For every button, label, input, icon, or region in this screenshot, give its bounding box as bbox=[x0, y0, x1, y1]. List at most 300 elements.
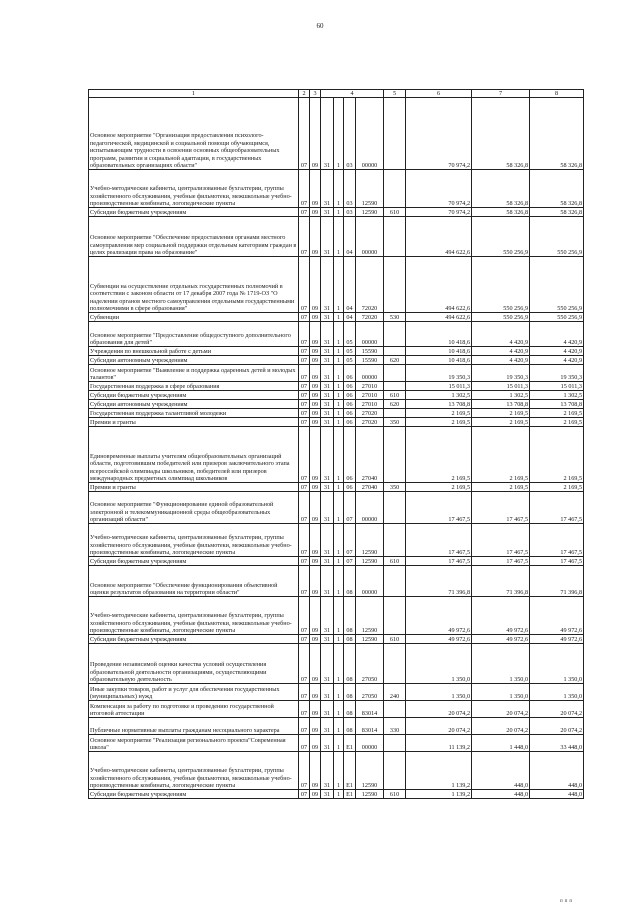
row-name: Единовременные выплаты учителям общеобразовательных организаций области, подготовившим победителей или призеров заключительного этапа всероссийской олимпиады школьников, победителей или призеров международных предметных олимпиад школьников bbox=[89, 427, 299, 483]
amount-year-1: 2 169,5 bbox=[406, 483, 472, 492]
program-code: 31 bbox=[321, 257, 334, 313]
subsection-code: 09 bbox=[310, 347, 321, 356]
section-code: 07 bbox=[299, 217, 310, 257]
program-code: 31 bbox=[321, 313, 334, 322]
amount-year-2: 550 256,9 bbox=[472, 257, 530, 313]
table-row bbox=[89, 322, 584, 347]
expense-type-code bbox=[384, 365, 406, 382]
expense-type-code: 350 bbox=[384, 483, 406, 492]
row-name: Государственная поддержка талантливой молодежи bbox=[89, 409, 299, 418]
page-number: 60 bbox=[316, 22, 324, 30]
table-row bbox=[89, 597, 584, 635]
table-row bbox=[89, 347, 584, 356]
program-code: 31 bbox=[321, 483, 334, 492]
expense-type-code bbox=[384, 644, 406, 684]
subprogram-code: 1 bbox=[334, 684, 344, 701]
table-row bbox=[89, 483, 584, 492]
amount-year-2: 49 972,6 bbox=[472, 597, 530, 635]
amount-year-2: 71 396,8 bbox=[472, 566, 530, 597]
expense-type-code bbox=[384, 347, 406, 356]
program-code: 31 bbox=[321, 217, 334, 257]
section-code: 07 bbox=[299, 391, 310, 400]
row-name: Основное мероприятие "Обеспечение функционирования объективной оценки результатов образования на территории области" bbox=[89, 566, 299, 597]
subsection-code: 09 bbox=[310, 418, 321, 427]
amount-year-1: 1 350,0 bbox=[406, 684, 472, 701]
amount-year-3: 20 074,2 bbox=[530, 701, 584, 718]
subsection-code: 09 bbox=[310, 597, 321, 635]
event-code: 06 bbox=[344, 427, 356, 483]
direction-code: 27010 bbox=[356, 391, 384, 400]
header-cell: 1 bbox=[89, 90, 299, 98]
amount-year-3: 4 420,9 bbox=[530, 356, 584, 365]
section-code: 07 bbox=[299, 418, 310, 427]
subsection-code: 09 bbox=[310, 718, 321, 735]
expense-type-code: 610 bbox=[384, 391, 406, 400]
program-code: 31 bbox=[321, 635, 334, 644]
subsection-code: 09 bbox=[310, 365, 321, 382]
amount-year-1: 71 396,8 bbox=[406, 566, 472, 597]
row-name: Субсидии автономным учреждениям bbox=[89, 356, 299, 365]
event-code: 06 bbox=[344, 400, 356, 409]
event-code: 06 bbox=[344, 365, 356, 382]
subprogram-code: 1 bbox=[334, 365, 344, 382]
amount-year-1: 17 467,5 bbox=[406, 557, 472, 566]
direction-code: 83014 bbox=[356, 701, 384, 718]
program-code: 31 bbox=[321, 347, 334, 356]
event-code: Е1 bbox=[344, 752, 356, 790]
subsection-code: 09 bbox=[310, 356, 321, 365]
amount-year-3: 2 169,5 bbox=[530, 427, 584, 483]
program-code: 31 bbox=[321, 524, 334, 557]
amount-year-1: 1 139,2 bbox=[406, 790, 472, 799]
program-code: 31 bbox=[321, 98, 334, 170]
program-code: 31 bbox=[321, 382, 334, 391]
event-code: 06 bbox=[344, 418, 356, 427]
amount-year-1: 17 467,5 bbox=[406, 524, 472, 557]
program-code: 31 bbox=[321, 684, 334, 701]
expense-type-code bbox=[384, 752, 406, 790]
subprogram-code: 1 bbox=[334, 566, 344, 597]
amount-year-3: 1 350,0 bbox=[530, 684, 584, 701]
row-name: Учреждения по внешкольной работе с детьми bbox=[89, 347, 299, 356]
expense-type-code: 240 bbox=[384, 684, 406, 701]
subsection-code: 09 bbox=[310, 427, 321, 483]
amount-year-3: 15 011,3 bbox=[530, 382, 584, 391]
section-code: 07 bbox=[299, 684, 310, 701]
table-row bbox=[89, 684, 584, 701]
amount-year-2: 1 448,0 bbox=[472, 735, 530, 752]
amount-year-1: 49 972,6 bbox=[406, 635, 472, 644]
subprogram-code: 1 bbox=[334, 313, 344, 322]
row-name: Премии и гранты bbox=[89, 418, 299, 427]
subprogram-code: 1 bbox=[334, 790, 344, 799]
table-row bbox=[89, 427, 584, 483]
amount-year-2: 448,0 bbox=[472, 790, 530, 799]
subprogram-code: 1 bbox=[334, 427, 344, 483]
amount-year-3: 17 467,5 bbox=[530, 557, 584, 566]
direction-code: 00000 bbox=[356, 365, 384, 382]
row-name: Учебно-методические кабинеты, централизованные бухгалтерии, группы хозяйственного обслуживания, учебные фильмотеки, межшкольные учебно-производственные комбинаты, логопедические пункты bbox=[89, 752, 299, 790]
expense-type-code bbox=[384, 597, 406, 635]
row-name: Иные закупки товаров, работ и услуг для обеспечения государственных (муниципальных) нужд bbox=[89, 684, 299, 701]
subprogram-code: 1 bbox=[334, 391, 344, 400]
subsection-code: 09 bbox=[310, 566, 321, 597]
direction-code: 27010 bbox=[356, 382, 384, 391]
subprogram-code: 1 bbox=[334, 382, 344, 391]
direction-code: 27020 bbox=[356, 418, 384, 427]
amount-year-3: 17 467,5 bbox=[530, 492, 584, 524]
amount-year-2: 448,0 bbox=[472, 752, 530, 790]
subsection-code: 09 bbox=[310, 382, 321, 391]
section-code: 07 bbox=[299, 635, 310, 644]
row-name: Субвенции bbox=[89, 313, 299, 322]
subprogram-code: 1 bbox=[334, 718, 344, 735]
amount-year-2: 4 420,9 bbox=[472, 347, 530, 356]
amount-year-3: 49 972,6 bbox=[530, 597, 584, 635]
event-code: 05 bbox=[344, 322, 356, 347]
row-name: Компенсация за работу по подготовке и проведению государственной итоговой аттестации bbox=[89, 701, 299, 718]
expense-type-code: 610 bbox=[384, 557, 406, 566]
program-code: 31 bbox=[321, 418, 334, 427]
amount-year-3: 550 256,9 bbox=[530, 313, 584, 322]
table-row bbox=[89, 701, 584, 718]
direction-code: 27050 bbox=[356, 684, 384, 701]
program-code: 31 bbox=[321, 718, 334, 735]
amount-year-3: 33 448,0 bbox=[530, 735, 584, 752]
section-code: 07 bbox=[299, 208, 310, 217]
table-row bbox=[89, 790, 584, 799]
amount-year-1: 1 302,5 bbox=[406, 391, 472, 400]
expense-type-code: 610 bbox=[384, 635, 406, 644]
expense-type-code bbox=[384, 98, 406, 170]
program-code: 31 bbox=[321, 557, 334, 566]
amount-year-1: 70 974,2 bbox=[406, 170, 472, 208]
table-row bbox=[89, 752, 584, 790]
amount-year-3: 58 326,8 bbox=[530, 98, 584, 170]
amount-year-3: 13 708,8 bbox=[530, 400, 584, 409]
expense-type-code: 610 bbox=[384, 208, 406, 217]
subprogram-code: 1 bbox=[334, 347, 344, 356]
direction-code: 00000 bbox=[356, 735, 384, 752]
row-name: Субсидии автономным учреждениям bbox=[89, 400, 299, 409]
direction-code: 00000 bbox=[356, 322, 384, 347]
expense-type-code bbox=[384, 257, 406, 313]
table-row bbox=[89, 409, 584, 418]
table-row bbox=[89, 382, 584, 391]
section-code: 07 bbox=[299, 718, 310, 735]
subprogram-code: 1 bbox=[334, 635, 344, 644]
event-code: 04 bbox=[344, 313, 356, 322]
row-name: Основное мероприятие "Обеспечение предоставления органами местного самоуправления мер социальной поддержки отдельным категориям граждан в целях реализации права на образование" bbox=[89, 217, 299, 257]
table-row bbox=[89, 718, 584, 735]
table-row bbox=[89, 356, 584, 365]
program-code: 31 bbox=[321, 356, 334, 365]
subprogram-code: 1 bbox=[334, 735, 344, 752]
subprogram-code: 1 bbox=[334, 322, 344, 347]
subsection-code: 09 bbox=[310, 752, 321, 790]
section-code: 07 bbox=[299, 701, 310, 718]
header-cell: 4 bbox=[321, 90, 384, 98]
direction-code: 12590 bbox=[356, 597, 384, 635]
direction-code: 15590 bbox=[356, 347, 384, 356]
amount-year-1: 1 350,0 bbox=[406, 644, 472, 684]
amount-year-2: 4 420,9 bbox=[472, 356, 530, 365]
header-cell: 2 bbox=[299, 90, 310, 98]
amount-year-3: 550 256,9 bbox=[530, 217, 584, 257]
budget-table bbox=[88, 89, 584, 799]
direction-code: 15590 bbox=[356, 356, 384, 365]
expense-type-code bbox=[384, 409, 406, 418]
amount-year-1: 10 418,6 bbox=[406, 322, 472, 347]
event-code: 06 bbox=[344, 382, 356, 391]
direction-code: 72020 bbox=[356, 313, 384, 322]
amount-year-1: 494 622,6 bbox=[406, 217, 472, 257]
direction-code: 27040 bbox=[356, 483, 384, 492]
row-name: Учебно-методические кабинеты, централизованные бухгалтерии, группы хозяйственного обслуживания, учебные фильмотеки, межшкольные учебно-производственные комбинаты, логопедические пункты bbox=[89, 170, 299, 208]
event-code: 07 bbox=[344, 524, 356, 557]
subprogram-code: 1 bbox=[334, 208, 344, 217]
subsection-code: 09 bbox=[310, 170, 321, 208]
subprogram-code: 1 bbox=[334, 356, 344, 365]
row-name: Субсидии бюджетным учреждениям bbox=[89, 391, 299, 400]
subprogram-code: 1 bbox=[334, 409, 344, 418]
amount-year-3: 550 256,9 bbox=[530, 257, 584, 313]
amount-year-2: 17 467,5 bbox=[472, 557, 530, 566]
amount-year-2: 2 169,5 bbox=[472, 409, 530, 418]
direction-code: 12590 bbox=[356, 752, 384, 790]
event-code: Е1 bbox=[344, 735, 356, 752]
row-name: Субсидии бюджетным учреждениям bbox=[89, 790, 299, 799]
subsection-code: 09 bbox=[310, 701, 321, 718]
section-code: 07 bbox=[299, 524, 310, 557]
event-code: 08 bbox=[344, 718, 356, 735]
amount-year-1: 2 169,5 bbox=[406, 409, 472, 418]
table-row bbox=[89, 492, 584, 524]
subsection-code: 09 bbox=[310, 644, 321, 684]
amount-year-1: 15 011,3 bbox=[406, 382, 472, 391]
table-row bbox=[89, 208, 584, 217]
program-code: 31 bbox=[321, 752, 334, 790]
amount-year-2: 1 350,0 bbox=[472, 644, 530, 684]
section-code: 07 bbox=[299, 597, 310, 635]
section-code: 07 bbox=[299, 382, 310, 391]
direction-code: 12590 bbox=[356, 208, 384, 217]
header-cell: 7 bbox=[472, 90, 530, 98]
subprogram-code: 1 bbox=[334, 557, 344, 566]
direction-code: 12590 bbox=[356, 524, 384, 557]
program-code: 31 bbox=[321, 365, 334, 382]
row-name: Субвенции на осуществление отдельных государственных полномочий в соответствии с законом области от 17 декабря 2007 года № 1719-ОЗ "О наделении органов местного самоуправления отдельными государственными полномочиями в сфере образования" bbox=[89, 257, 299, 313]
program-code: 31 bbox=[321, 208, 334, 217]
amount-year-3: 448,0 bbox=[530, 752, 584, 790]
program-code: 31 bbox=[321, 644, 334, 684]
table-row bbox=[89, 418, 584, 427]
row-name: Публичные нормативные выплаты гражданам несоциального характера bbox=[89, 718, 299, 735]
event-code: 05 bbox=[344, 356, 356, 365]
direction-code: 00000 bbox=[356, 566, 384, 597]
section-code: 07 bbox=[299, 492, 310, 524]
amount-year-1: 20 074,2 bbox=[406, 701, 472, 718]
table-row bbox=[89, 98, 584, 170]
direction-code: 12590 bbox=[356, 557, 384, 566]
subsection-code: 09 bbox=[310, 400, 321, 409]
amount-year-2: 1 350,0 bbox=[472, 684, 530, 701]
expense-type-code: 350 bbox=[384, 418, 406, 427]
row-name: Премии и гранты bbox=[89, 483, 299, 492]
program-code: 31 bbox=[321, 492, 334, 524]
table-row bbox=[89, 566, 584, 597]
subprogram-code: 1 bbox=[334, 217, 344, 257]
expense-type-code bbox=[384, 566, 406, 597]
subsection-code: 09 bbox=[310, 684, 321, 701]
subprogram-code: 1 bbox=[334, 170, 344, 208]
amount-year-2: 58 326,8 bbox=[472, 208, 530, 217]
table-row bbox=[89, 313, 584, 322]
event-code: 06 bbox=[344, 483, 356, 492]
section-code: 07 bbox=[299, 98, 310, 170]
amount-year-1: 494 622,6 bbox=[406, 257, 472, 313]
header-cell: 6 bbox=[406, 90, 472, 98]
expense-type-code bbox=[384, 427, 406, 483]
section-code: 07 bbox=[299, 427, 310, 483]
section-code: 07 bbox=[299, 644, 310, 684]
subprogram-code: 1 bbox=[334, 701, 344, 718]
direction-code: 00000 bbox=[356, 98, 384, 170]
subsection-code: 09 bbox=[310, 208, 321, 217]
amount-year-1: 70 974,2 bbox=[406, 98, 472, 170]
row-name: Основное мероприятие "Предоставление общедоступного дополнительного образования для детей" bbox=[89, 322, 299, 347]
section-code: 07 bbox=[299, 347, 310, 356]
section-code: 07 bbox=[299, 566, 310, 597]
table-row bbox=[89, 391, 584, 400]
amount-year-3: 20 074,2 bbox=[530, 718, 584, 735]
direction-code: 12590 bbox=[356, 170, 384, 208]
expense-type-code bbox=[384, 701, 406, 718]
amount-year-2: 20 074,2 bbox=[472, 718, 530, 735]
row-name: Проведение независимой оценки качества условий осуществления образовательной деятельности организациями, осуществляющими образовательную деятельность bbox=[89, 644, 299, 684]
amount-year-2: 49 972,6 bbox=[472, 635, 530, 644]
expense-type-code bbox=[384, 217, 406, 257]
event-code: 07 bbox=[344, 557, 356, 566]
direction-code: 72020 bbox=[356, 257, 384, 313]
amount-year-3: 2 169,5 bbox=[530, 409, 584, 418]
footer-mark: ппп bbox=[560, 899, 575, 904]
amount-year-3: 4 420,9 bbox=[530, 347, 584, 356]
subprogram-code: 1 bbox=[334, 483, 344, 492]
program-code: 31 bbox=[321, 170, 334, 208]
subprogram-code: 1 bbox=[334, 597, 344, 635]
subprogram-code: 1 bbox=[334, 400, 344, 409]
amount-year-1: 494 622,6 bbox=[406, 313, 472, 322]
program-code: 31 bbox=[321, 427, 334, 483]
event-code: 03 bbox=[344, 208, 356, 217]
header-cell: 5 bbox=[384, 90, 406, 98]
program-code: 31 bbox=[321, 322, 334, 347]
program-code: 31 bbox=[321, 409, 334, 418]
expense-type-code bbox=[384, 735, 406, 752]
amount-year-2: 2 169,5 bbox=[472, 483, 530, 492]
amount-year-1: 2 169,5 bbox=[406, 418, 472, 427]
program-code: 31 bbox=[321, 790, 334, 799]
section-code: 07 bbox=[299, 356, 310, 365]
subprogram-code: 1 bbox=[334, 98, 344, 170]
event-code: 08 bbox=[344, 684, 356, 701]
subsection-code: 09 bbox=[310, 483, 321, 492]
amount-year-1: 70 974,2 bbox=[406, 208, 472, 217]
subsection-code: 09 bbox=[310, 492, 321, 524]
amount-year-2: 550 256,9 bbox=[472, 217, 530, 257]
amount-year-2: 4 420,9 bbox=[472, 322, 530, 347]
direction-code: 27020 bbox=[356, 409, 384, 418]
amount-year-1: 13 708,8 bbox=[406, 400, 472, 409]
amount-year-1: 2 169,5 bbox=[406, 427, 472, 483]
event-code: 08 bbox=[344, 635, 356, 644]
header-cell: 8 bbox=[530, 90, 584, 98]
section-code: 07 bbox=[299, 752, 310, 790]
subsection-code: 09 bbox=[310, 635, 321, 644]
subsection-code: 09 bbox=[310, 217, 321, 257]
table-row bbox=[89, 557, 584, 566]
subprogram-code: 1 bbox=[334, 418, 344, 427]
event-code: 08 bbox=[344, 701, 356, 718]
subsection-code: 09 bbox=[310, 313, 321, 322]
table-row bbox=[89, 524, 584, 557]
table-row bbox=[89, 365, 584, 382]
program-code: 31 bbox=[321, 701, 334, 718]
expense-type-code bbox=[384, 382, 406, 391]
row-name: Учебно-методические кабинеты, централизованные бухгалтерии, группы хозяйственного обслуживания, учебные фильмотеки, межшкольные учебно-производственные комбинаты, логопедические пункты bbox=[89, 597, 299, 635]
event-code: 03 bbox=[344, 98, 356, 170]
table-row bbox=[89, 644, 584, 684]
amount-year-1: 1 139,2 bbox=[406, 752, 472, 790]
subprogram-code: 1 bbox=[334, 257, 344, 313]
amount-year-3: 2 169,5 bbox=[530, 483, 584, 492]
section-code: 07 bbox=[299, 557, 310, 566]
amount-year-2: 1 302,5 bbox=[472, 391, 530, 400]
expense-type-code: 610 bbox=[384, 790, 406, 799]
table-row bbox=[89, 257, 584, 313]
table-row bbox=[89, 635, 584, 644]
section-code: 07 bbox=[299, 170, 310, 208]
amount-year-2: 19 350,3 bbox=[472, 365, 530, 382]
section-code: 07 bbox=[299, 322, 310, 347]
subsection-code: 09 bbox=[310, 790, 321, 799]
row-name: Субсидии бюджетным учреждениям bbox=[89, 208, 299, 217]
subprogram-code: 1 bbox=[334, 492, 344, 524]
event-code: 03 bbox=[344, 170, 356, 208]
subprogram-code: 1 bbox=[334, 524, 344, 557]
subprogram-code: 1 bbox=[334, 752, 344, 790]
section-code: 07 bbox=[299, 735, 310, 752]
subprogram-code: 1 bbox=[334, 644, 344, 684]
amount-year-3: 2 169,5 bbox=[530, 418, 584, 427]
row-name: Основное мероприятие "Организация предоставления психолого-педагогической, медицинской и социальной помощи обучающимся, испытывающим трудности в освоении основных общеобразовательных программ, развитии и социальной адаптации, в государственных образовательных организациях области" bbox=[89, 98, 299, 170]
expense-type-code bbox=[384, 492, 406, 524]
amount-year-1: 17 467,5 bbox=[406, 492, 472, 524]
section-code: 07 bbox=[299, 409, 310, 418]
row-name: Субсидии бюджетным учреждениям bbox=[89, 635, 299, 644]
direction-code: 27040 bbox=[356, 427, 384, 483]
subsection-code: 09 bbox=[310, 409, 321, 418]
section-code: 07 bbox=[299, 790, 310, 799]
event-code: 08 bbox=[344, 566, 356, 597]
direction-code: 12590 bbox=[356, 790, 384, 799]
amount-year-3: 19 350,3 bbox=[530, 365, 584, 382]
amount-year-3: 1 302,5 bbox=[530, 391, 584, 400]
row-name: Учебно-методические кабинеты, централизованные бухгалтерии, группы хозяйственного обслуживания, учебные фильмотеки, межшкольные учебно-производственные комбинаты, логопедические пункты bbox=[89, 524, 299, 557]
row-name: Основное мероприятие "Выявление и поддержка одаренных детей и молодых талантов" bbox=[89, 365, 299, 382]
amount-year-3: 58 326,8 bbox=[530, 208, 584, 217]
